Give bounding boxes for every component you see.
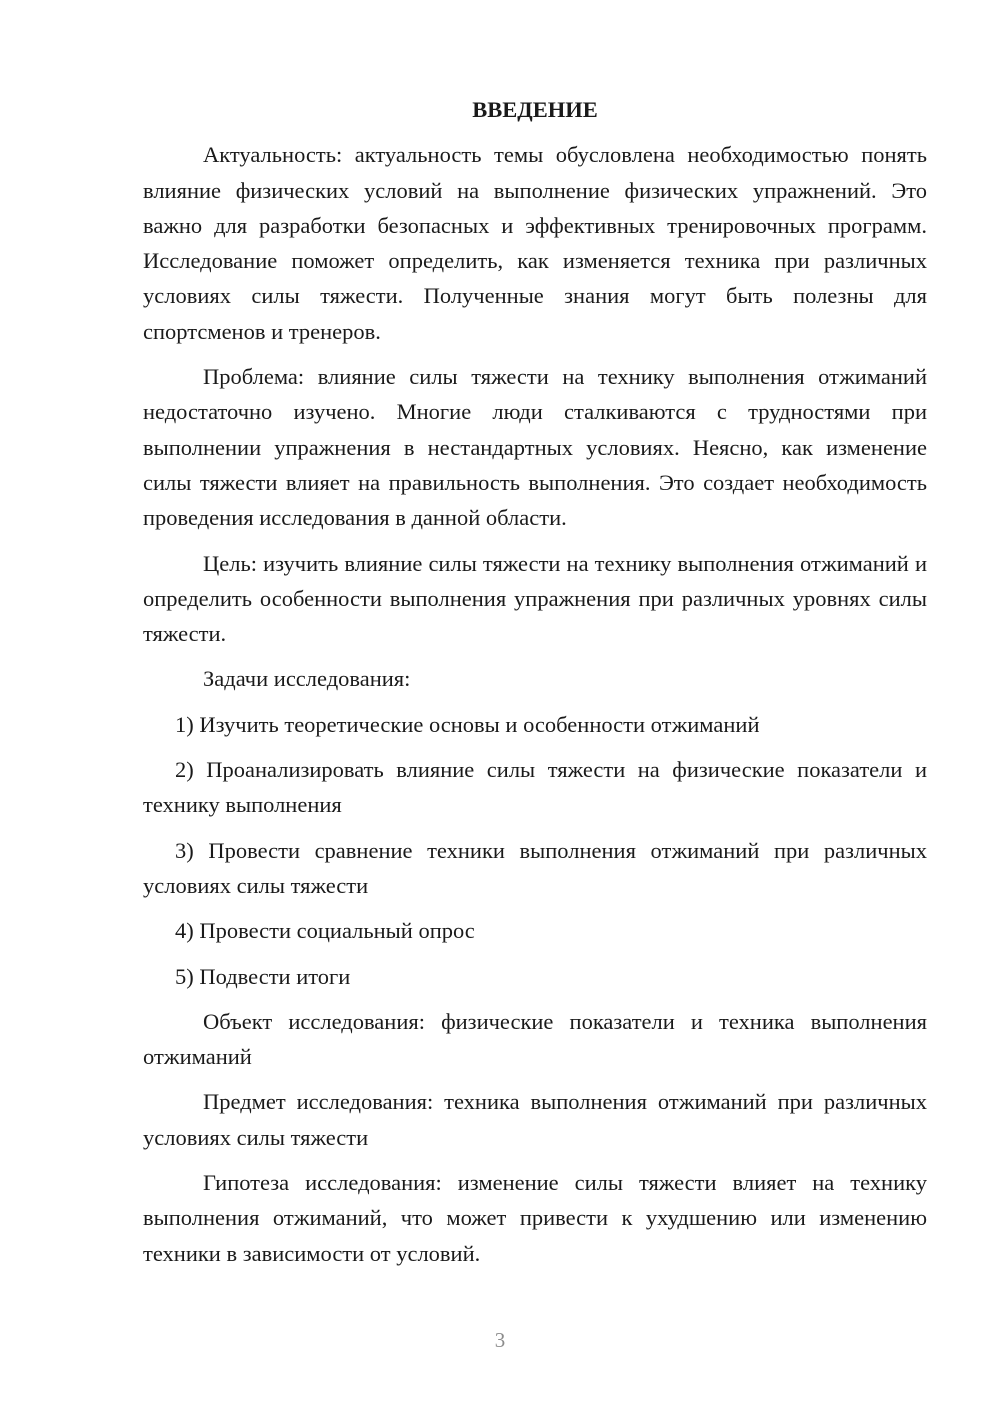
paragraph-subject: Предмет исследования: техника выполнения отжиманий при различных условиях силы тяжести (143, 1089, 927, 1150)
paragraph-object: Объект исследования: физические показатели и техника выполнения отжиманий (143, 1008, 927, 1070)
paragraph-hypothesis: Гипотеза исследования: изменение силы тяжести влияет на технику выполнения отжиманий, что может привести к ухудшению или изменению техники в зависимости от условий. (143, 1170, 927, 1266)
section-title: ВВЕДЕНИЕ (472, 97, 598, 122)
tasks-heading: Задачи исследования: (203, 666, 411, 692)
task-item-3: 3) Провести сравнение техники выполнения отжиманий при различных условиях силы тяжести (143, 837, 927, 898)
page-number: 3 (494, 1328, 506, 1352)
task-item-4: 4) Провести социальный опрос (175, 918, 475, 944)
task-item-1: 1) Изучить теоретические основы и особенности отжиманий (175, 711, 760, 737)
task-item-2: 2) Проанализировать влияние силы тяжести на физические показатели и технику выполнения (143, 757, 927, 818)
paragraph-relevance: Актуальность: актуальность темы обусловлена необходимостью понять влияние физических условий на выполнение физических упражнений. Это важно для разработки безопасных и эффективных тренировочных программ. Исследование поможет определить, как изменяется техника при различных условиях силы тяжести. Полученные знания могут быть полезны для спортсменов и тренеров. (143, 142, 927, 344)
paragraph-problem: Проблема: влияние силы тяжести на технику выполнения отжиманий недостаточно изучено. Многие люди сталкиваются с трудностями при выполнении упражнения в нестандартных условиях. Неясно, как изменение силы тяжести влияет на правильность выполнения. Это создает необходимость проведения исследования в данной области. (143, 364, 927, 531)
page-content (143, 92, 927, 1281)
paragraph-goal: Цель: изучить влияние силы тяжести на технику выполнения отжиманий и определить особенности выполнения упражнения при различных уровнях силы тяжести. (143, 550, 927, 647)
task-item-5: 5) Подвести итоги (175, 963, 351, 989)
